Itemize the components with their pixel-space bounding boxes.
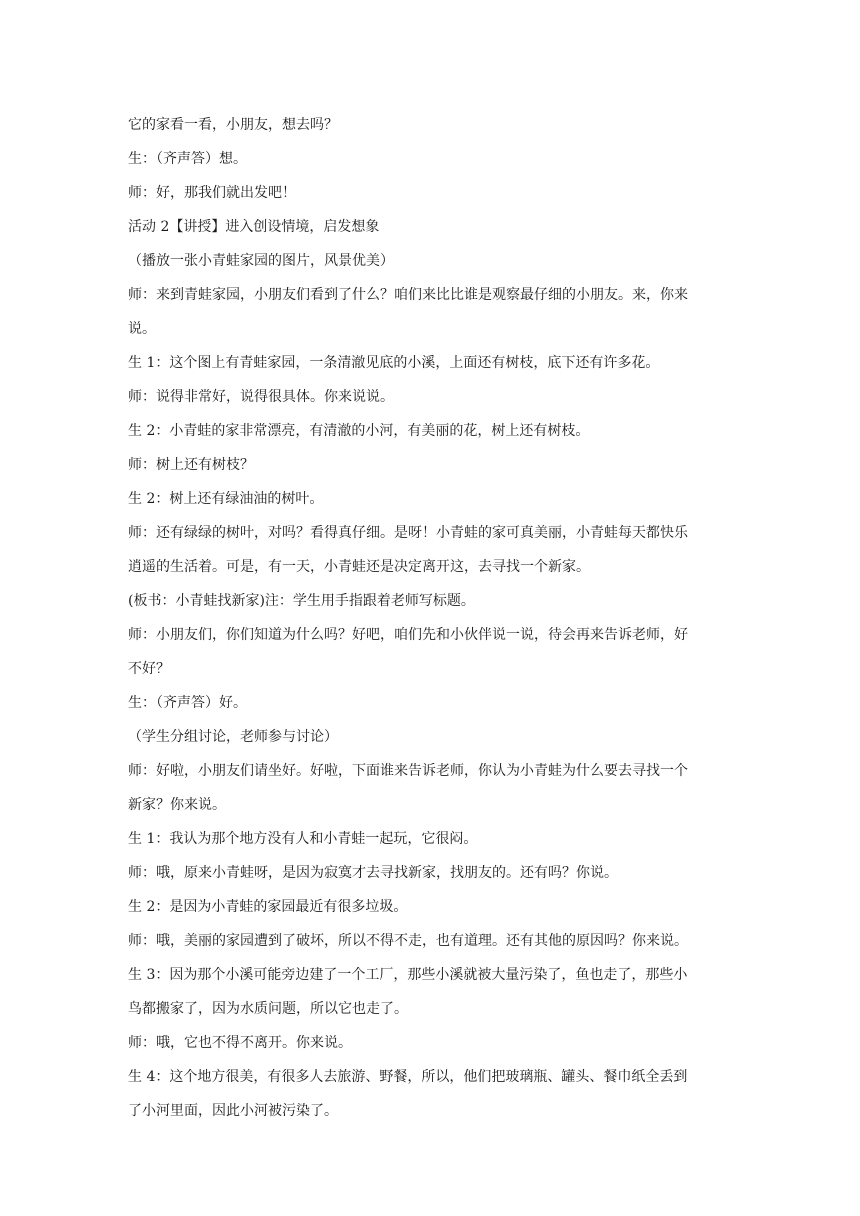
text-line: 师：还有绿绿的树叶，对吗？看得真仔细。是呀！小青蛙的家可真美丽，小青蛙每天都快乐	[128, 525, 688, 541]
text-line: 生 1：我认为那个地方没有人和小青蛙一起玩，它很闷。	[128, 831, 478, 847]
text-line: 逍遥的生活着。可是，有一天，小青蛙还是决定离开这，去寻找一个新家。	[128, 559, 590, 575]
text-line: 生 2：是因为小青蛙的家园最近有很多垃圾。	[128, 899, 408, 915]
text-line: （学生分组讨论，老师参与讨论）	[128, 729, 338, 745]
text-line: 生 4：这个地方很美，有很多人去旅游、野餐，所以，他们把玻璃瓶、罐头、餐巾纸全丢到	[128, 1069, 688, 1085]
text-line: 它的家看一看，小朋友，想去吗？	[128, 117, 338, 133]
text-line: 师：哦，它也不得不离开。你来说。	[128, 1035, 352, 1051]
text-line: 生 2：小青蛙的家非常漂亮，有清澈的小河，有美丽的花，树上还有树枝。	[128, 423, 590, 439]
text-line: 新家？你来说。	[128, 797, 226, 813]
text-line: 生：（齐声答）想。	[128, 151, 247, 167]
text-line: 师：哦，原来小青蛙呀，是因为寂寞才去寻找新家，找朋友的。还有吗？你说。	[128, 865, 618, 881]
document-body	[128, 108, 748, 1128]
text-line: 师：好，那我们就出发吧！	[128, 185, 296, 201]
text-line: 了小河里面，因此小河被污染了。	[128, 1103, 338, 1119]
text-line: （播放一张小青蛙家园的图片，风景优美）	[128, 253, 394, 269]
text-line: 生 2：树上还有绿油油的树叶。	[128, 491, 324, 507]
text-line: 师：好啦，小朋友们请坐好。好啦，下面谁来告诉老师，你认为小青蛙为什么要去寻找一个	[128, 763, 688, 779]
text-line: 师：说得非常好，说得很具体。你来说说。	[128, 389, 394, 405]
section-heading: 活动 2【讲授】进入创设情境，启发想象	[128, 219, 380, 235]
text-line: 师：树上还有树枝？	[128, 457, 254, 473]
text-line: 鸟都搬家了，因为水质问题，所以它也走了。	[128, 1001, 408, 1017]
text-line: 生：（齐声答）好。	[128, 695, 247, 711]
text-line: 师：来到青蛙家园，小朋友们看到了什么？咱们来比比谁是观察最仔细的小朋友。来，你来	[128, 287, 688, 303]
text-line: (板书：小青蛙找新家)注：学生用手指跟着老师写标题。	[128, 593, 475, 609]
text-line: 说。	[128, 321, 156, 337]
text-line: 生 1：这个图上有青蛙家园，一条清澈见底的小溪，上面还有树枝，底下还有许多花。	[128, 355, 660, 371]
text-line: 生 3：因为那个小溪可能旁边建了一个工厂，那些小溪就被大量污染了，鱼也走了，那些小	[128, 967, 688, 983]
text-line: 师：小朋友们，你们知道为什么吗？好吧，咱们先和小伙伴说一说，待会再来告诉老师，好	[128, 627, 688, 643]
text-line: 不好？	[128, 661, 170, 677]
text-line: 师：哦，美丽的家园遭到了破坏，所以不得不走，也有道理。还有其他的原因吗？你来说。	[128, 933, 688, 949]
